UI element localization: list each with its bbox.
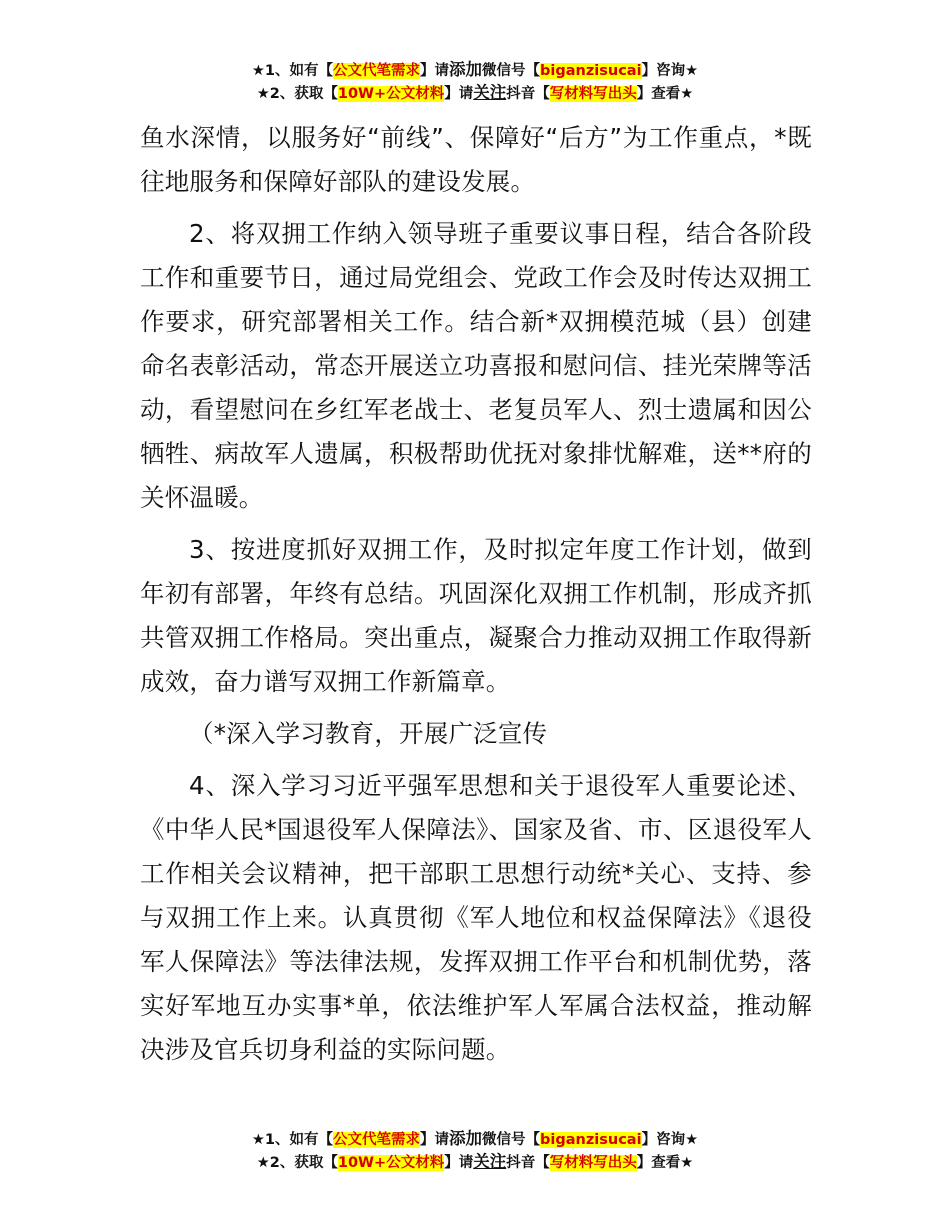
footer-line-1-prefix: ★1、如有【	[251, 1132, 334, 1148]
header-line-2-prefix: ★2、获取【	[256, 86, 338, 102]
header-line-1-emphasis: 添加	[449, 60, 483, 79]
header-highlight-wechat-id: biganzisucai	[540, 63, 642, 79]
footer-highlight-wechat-id: biganzisucai	[540, 1132, 642, 1148]
footer-line-2-prefix: ★2、获取【	[256, 1155, 338, 1171]
footer-banner	[0, 1128, 950, 1174]
paragraph-continuation: 鱼水深情，以服务好“前线”、保障好“后方”为工作重点，*既往地服务和保障好部队的建设发展。	[140, 123, 812, 196]
paragraph-item-3: 3、按进度抓好双拥工作，及时拟定年度工作计划，做到年初有部署，年终有总结。巩固深化双拥工作机制，形成齐抓共管双拥工作格局。突出重点，凝聚合力推动双拥工作取得新成效，奋力谱写双拥工作新篇章。	[140, 535, 812, 696]
section-heading: （*深入学习教育，开展广泛宣传	[189, 719, 548, 748]
header-line-2-text: 】请	[444, 86, 474, 102]
footer-line-2	[0, 1151, 950, 1174]
header-line-1-text: 】请	[420, 63, 450, 79]
header-line-2	[0, 82, 950, 105]
footer-line-2-suffix: 】查看★	[636, 1155, 694, 1171]
footer-line-1-text-2: 微信号【	[482, 1132, 541, 1148]
header-highlight-douyin-account: 写材料写出头	[549, 86, 637, 102]
header-banner	[0, 59, 950, 105]
document-body	[140, 116, 812, 1072]
header-highlight-service: 公文代笔需求	[333, 63, 421, 79]
header-line-2-suffix: 】查看★	[636, 86, 694, 102]
footer-line-2-underlined: 关注	[473, 1152, 507, 1171]
header-highlight-materials: 10W+公文材料	[337, 86, 445, 102]
paragraph-item-4: 4、深入学习习近平强军思想和关于退役军人重要论述、《中华人民*国退役军人保障法》、国家及省、市、区退役军人工作相关会议精神，把干部职工思想行动统*关心、支持、参与双拥工作上来。认真贯彻《军人地位和权益保障法》《退役军人保障法》等法律法规，发挥双拥工作平台和机制优势，落实好军地互办实事*单，依法维护军人军属合法权益，推动解决涉及官兵切身利益的实际问题。	[140, 771, 812, 1064]
header-line-1-suffix: 】咨询★	[641, 63, 699, 79]
footer-line-1-emphasis: 添加	[449, 1129, 483, 1148]
header-line-2-text-2: 抖音【	[506, 86, 550, 102]
footer-highlight-service: 公文代笔需求	[333, 1132, 421, 1148]
footer-line-1-suffix: 】咨询★	[641, 1132, 699, 1148]
footer-line-2-text-2: 抖音【	[506, 1155, 550, 1171]
footer-highlight-materials: 10W+公文材料	[337, 1155, 445, 1171]
header-line-1-prefix: ★1、如有【	[251, 63, 334, 79]
paragraph-item-2: 2、将双拥工作纳入领导班子重要议事日程，结合各阶段工作和重要节日，通过局党组会、党政工作会及时传达双拥工作要求，研究部署相关工作。结合新*双拥模范城（县）创建命名表彰活动，常态开展送立功喜报和慰问信、挂光荣牌等活动，看望慰问在乡红军老战士、老复员军人、烈士遗属和因公牺牲、病故军人遗属，积极帮助优抚对象排忧解难，送**府的关怀温暖。	[140, 219, 812, 512]
header-line-1-text-2: 微信号【	[482, 63, 541, 79]
footer-line-2-text: 】请	[444, 1155, 474, 1171]
header-line-1	[0, 59, 950, 82]
header-line-2-underlined: 关注	[473, 83, 507, 102]
footer-highlight-douyin-account: 写材料写出头	[549, 1155, 637, 1171]
footer-line-1-text: 】请	[420, 1132, 450, 1148]
footer-line-1	[0, 1128, 950, 1151]
